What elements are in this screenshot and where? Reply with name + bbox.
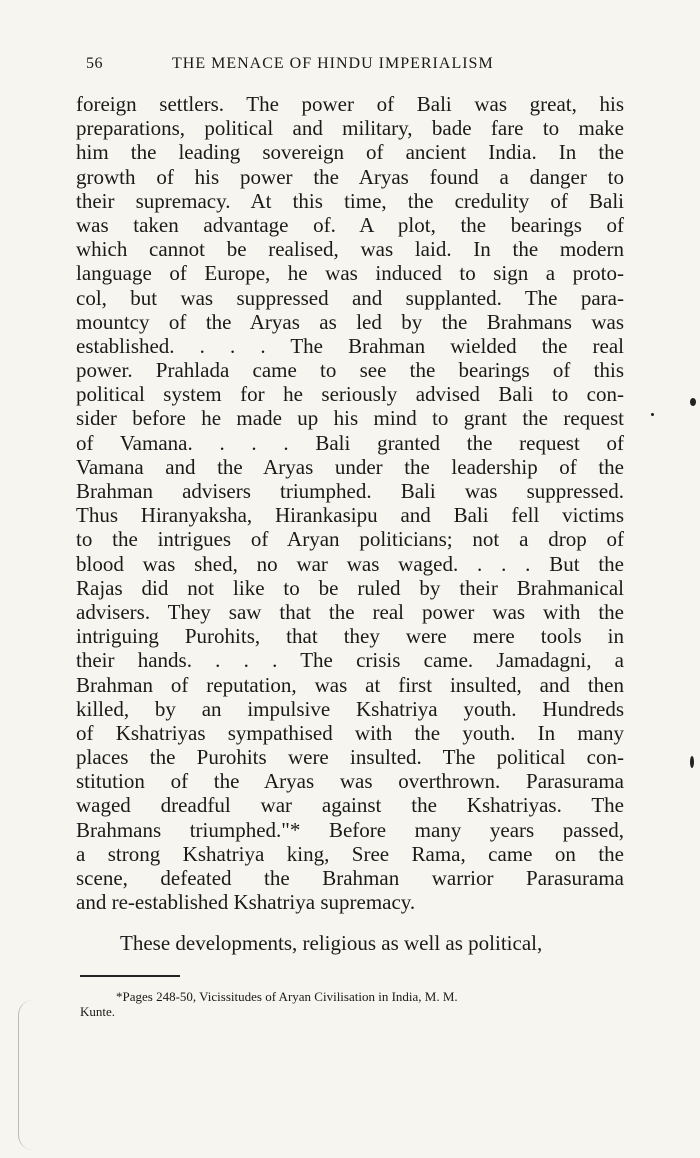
text-line: preparations, political and military, bade fare to make bbox=[76, 116, 624, 141]
text-line: Brahmans triumphed."* Before many years passed, bbox=[76, 817, 624, 842]
text-line: growth of his power the Aryas found a danger to bbox=[76, 164, 624, 189]
text-line: intriguing Purohits, that they were mere tools in bbox=[76, 624, 624, 649]
text-line: col, but was suppressed and supplanted. The para- bbox=[76, 285, 624, 310]
footnote-line-2: Kunte. bbox=[80, 1004, 116, 1019]
text-line: Brahman advisers triumphed. Bali was suppressed. bbox=[76, 479, 624, 503]
footnote bbox=[80, 989, 625, 1019]
text-line: and re-established Kshatriya supremacy. bbox=[76, 890, 416, 915]
text-line: advisers. They saw that the real power was with the bbox=[76, 599, 624, 624]
margin-speck bbox=[690, 398, 696, 406]
margin-speck bbox=[651, 413, 654, 416]
text-line: Vamana and the Aryas under the leadership of the bbox=[76, 454, 624, 479]
text-line: power. Prahlada came to see the bearings of this bbox=[76, 358, 624, 383]
footnote-line-1: *Pages 248-50, Vicissitudes of Aryan Civilisation in India, M. M. bbox=[116, 989, 458, 1004]
text-line: Thus Hiranyaksha, Hirankasipu and Bali fell victims bbox=[76, 503, 624, 528]
text-line: was taken advantage of. A plot, the bearings of bbox=[76, 212, 624, 237]
text-line: killed, by an impulsive Kshatriya youth. Hundreds bbox=[76, 696, 624, 721]
text-line: established. . . . The Brahman wielded the real bbox=[76, 333, 624, 358]
text-line: Rajas did not like to be ruled by their Brahmanical bbox=[76, 575, 624, 600]
text-line: to the intrigues of Aryan politicians; not a drop of bbox=[76, 527, 624, 552]
margin-speck bbox=[690, 756, 694, 768]
text-line: which cannot be realised, was laid. In the modern bbox=[76, 237, 624, 262]
text-line: stitution of the Aryas was overthrown. Parasurama bbox=[76, 769, 624, 794]
text-line: political system for he seriously advised Bali to con- bbox=[76, 382, 624, 407]
text-line: foreign settlers. The power of Bali was great, his bbox=[76, 92, 624, 116]
next-paragraph-start: These developments, religious as well as political, bbox=[120, 931, 543, 955]
page-number: 56 bbox=[86, 55, 103, 72]
text-line: language of Europe, he was induced to sign a proto- bbox=[76, 261, 624, 286]
text-line: their hands. . . . The crisis came. Jamadagni, a bbox=[76, 648, 624, 673]
text-line: waged dreadful war against the Kshatriyas. The bbox=[76, 793, 624, 818]
main-paragraph bbox=[76, 92, 624, 914]
text-line: Brahman of reputation, was at first insulted, and then bbox=[76, 672, 624, 697]
text-line: places the Purohits were insulted. The political con- bbox=[76, 745, 624, 770]
text-line: of Vamana. . . . Bali granted the request of bbox=[76, 430, 624, 455]
text-line: him the leading sovereign of ancient India. In the bbox=[76, 140, 624, 165]
text-line: mountcy of the Aryas as led by the Brahmans was bbox=[76, 309, 624, 334]
page-edge-shadow bbox=[18, 1000, 33, 1150]
text-line: of Kshatriyas sympathised with the youth. In many bbox=[76, 720, 624, 745]
text-line: their supremacy. At this time, the credulity of Bali bbox=[76, 188, 624, 213]
text-line: blood was shed, no war was waged. . . . But the bbox=[76, 551, 624, 576]
running-header bbox=[86, 55, 626, 79]
text-line: sider before he made up his mind to grant the request bbox=[76, 406, 624, 431]
footnote-divider bbox=[80, 975, 180, 977]
text-line: scene, defeated the Brahman warrior Parasurama bbox=[76, 866, 624, 890]
running-title: THE MENACE OF HINDU IMPERIALISM bbox=[172, 55, 494, 72]
text-line: a strong Kshatriya king, Sree Rama, came on the bbox=[76, 841, 624, 866]
